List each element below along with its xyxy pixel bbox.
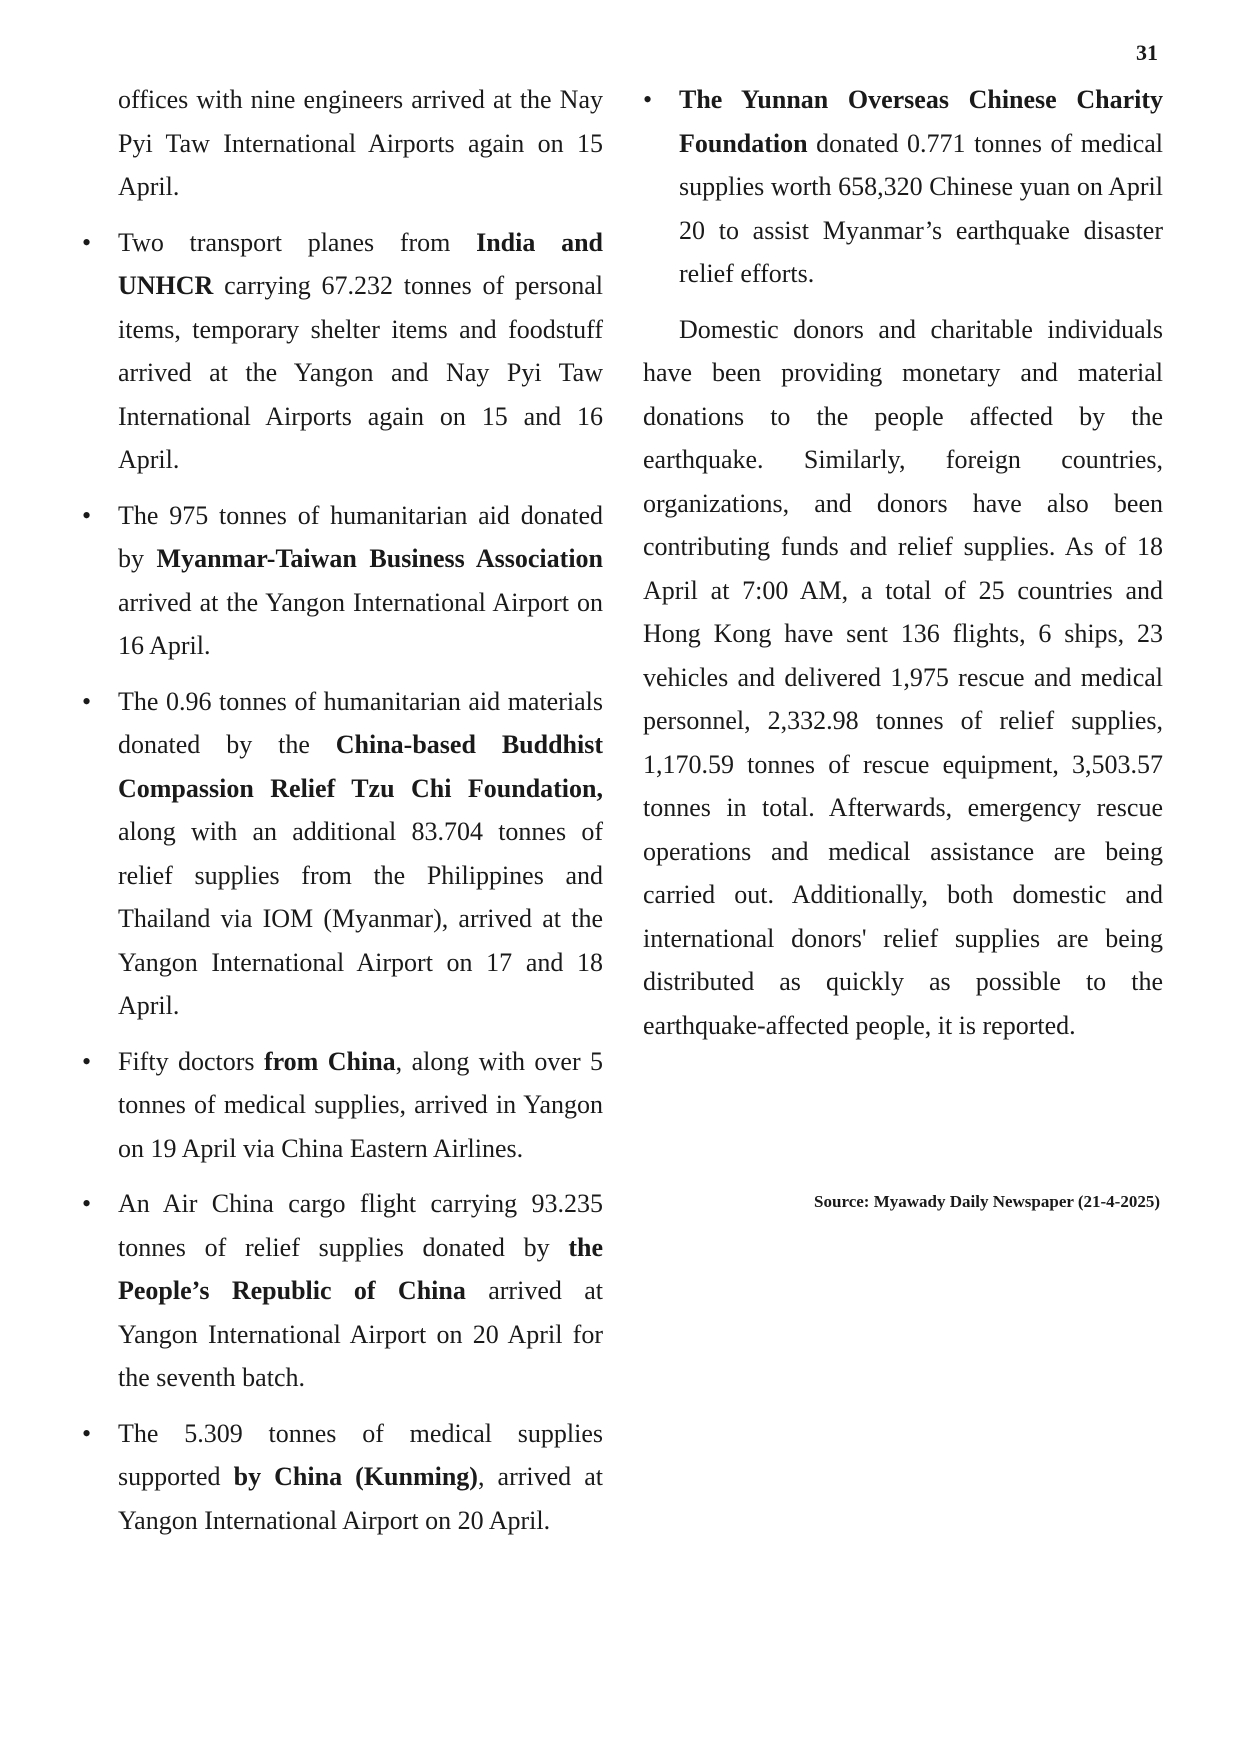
item-text-post: arrived at the Yangon International Airport on 16 April. (118, 587, 603, 660)
bullet-icon: • (82, 227, 92, 257)
bullet-icon: • (82, 1418, 92, 1448)
item-text-post: arrived at Yangon International Airport on 20 April for the seventh batch. (118, 1276, 603, 1392)
item-text-pre: An Air China cargo flight carrying 93.235 tonnes of relief supplies donated by (118, 1189, 603, 1262)
list-item (82, 680, 603, 1028)
list-item (82, 221, 603, 482)
item-text-bold: The Yunnan Overseas Chinese Charity Foundation (679, 85, 1163, 158)
item-text-post: donated 0.771 tonnes of medical supplies worth 658,320 Chinese yuan on April 20 to assist Myanmar’s earthquake disaster relief efforts. (679, 128, 1163, 288)
bullet-icon: • (643, 85, 653, 114)
list-item (643, 78, 1163, 296)
item-text-post: along with an additional 83.704 tonnes of relief supplies from the Philippines and Thailand via IOM (Myanmar), arrived at the Yangon International Airport on 17 and 18 April. (118, 817, 603, 1020)
list-item (82, 1040, 604, 1171)
left-column (82, 78, 604, 1554)
list-item (82, 494, 604, 668)
item-text-pre: Two transport planes from (118, 227, 477, 257)
bullet-icon: • (82, 1189, 92, 1218)
bullet-icon: • (82, 686, 92, 716)
body-paragraph: Domestic donors and charitable individuals have been providing monetary and material donations to the people affected by the earthquake. Similarly, foreign countries, organizations, and donors have also been contributing funds and relief supplies. As of 18 April at 7:00 AM, a total of 25 countries and Hong Kong have sent 136 flights, 6 ships, 23 vehicles and delivered 1,975 rescue and medical personnel, 2,332.98 tonnes of relief supplies, 1,170.59 tonnes of rescue equipment, 3,503.57 tonnes in total. Afterwards, emergency rescue operations and medical assistance are being carried out. Additionally, both domestic and international donors' relief supplies are being distributed as quickly as possible to the earthquake-affected people, it is reported. (643, 314, 1163, 1040)
item-text-post: carrying 67.232 tonnes of personal items, temporary shelter items and foodstuff arrived at the Yangon and Nay Pyi Taw International Airports again on 15 and 16 April. (118, 271, 603, 474)
item-text-post: , arrived at Yangon International Airport on 20 April. (118, 1462, 604, 1535)
list-item (82, 1412, 604, 1543)
item-text-bold: China-based Buddhist Compassion Relief Tzu Chi Foundation, (118, 730, 603, 803)
right-column (643, 78, 1163, 1047)
item-text-pre: The 5.309 tonnes of medical supplies supported (118, 1418, 603, 1491)
item-text-bold: from China (263, 1046, 396, 1076)
item-text-pre: The 975 tonnes of humanitarian aid donated by (118, 500, 603, 573)
item-text-bold: India and UNHCR (118, 227, 603, 300)
item-text-bold: the People’s Republic of China (118, 1232, 603, 1305)
bullet-icon: • (82, 1046, 92, 1076)
bullet-icon: • (82, 500, 92, 530)
source-citation: Source: Myawady Daily Newspaper (21-4-2025) (814, 1192, 1160, 1211)
list-item (82, 1182, 603, 1400)
item-text-post: , along with over 5 tonnes of medical supplies, arrived in Yangon on 19 April via China Eastern Airlines. (118, 1046, 604, 1163)
continuation-text: offices with nine engineers arrived at the Nay Pyi Taw International Airports again on 15 April. (118, 85, 603, 201)
item-text-bold: Myanmar-Taiwan Business Association (156, 544, 604, 573)
page-number: 31 (1136, 40, 1158, 65)
item-text-bold: by China (Kunming) (233, 1462, 478, 1491)
item-text-pre: Fifty doctors (118, 1046, 264, 1076)
item-text-pre: The 0.96 tonnes of humanitarian aid materials donated by the (118, 686, 603, 759)
